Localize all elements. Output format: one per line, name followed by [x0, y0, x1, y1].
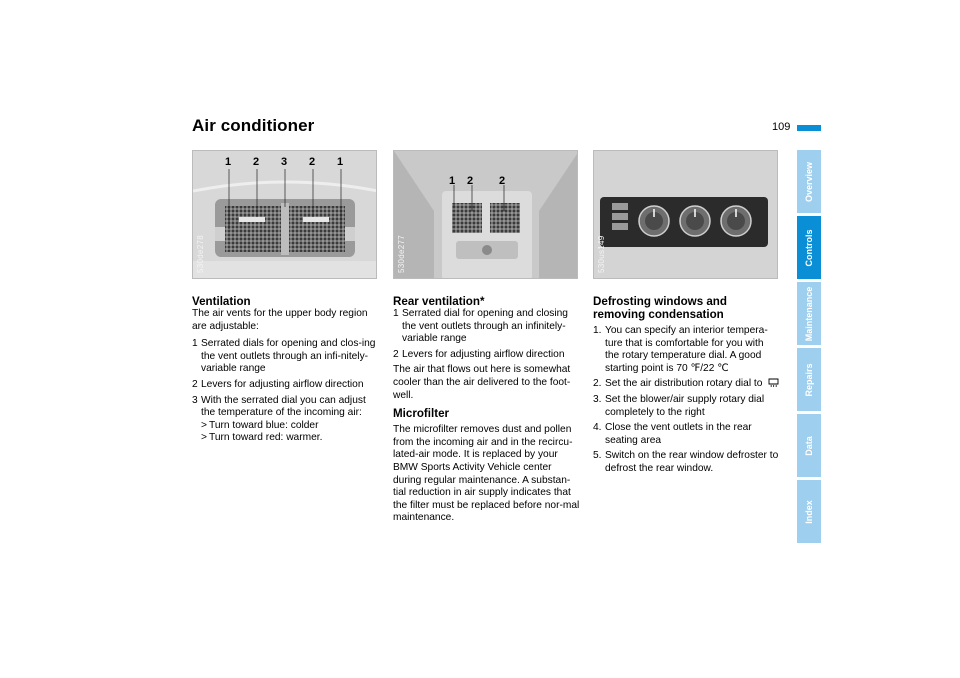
bullet-text: Turn toward blue: colder: [209, 419, 319, 431]
tab-overview-label: Overview: [804, 161, 814, 202]
item-text: Serrated dial for opening and closing the vent outlets through an infinitely-variable range: [402, 308, 568, 345]
item-text: With the serrated dial you can adjust the temperature of the incoming air:: [201, 394, 366, 419]
rear-ventilation-heading: Rear ventilation*: [393, 295, 485, 308]
climate-panel-illustration: [594, 151, 778, 279]
item-number: 5.: [593, 450, 602, 462]
callout-rear-2b: 2: [499, 175, 506, 187]
list-item: [593, 422, 780, 447]
tab-repairs-label: Repairs: [804, 362, 814, 397]
rear-defrost-icon: [768, 378, 779, 387]
bullet-warmer: [201, 432, 379, 445]
list-item: [593, 394, 780, 419]
rear-ventilation-body: The air that flows out here is somewhat cooler than the air delivered to the foot-well.: [393, 364, 571, 401]
figure-code: 530de278: [196, 235, 205, 273]
tab-repairs[interactable]: [797, 348, 821, 411]
page-title: Air conditioner: [192, 116, 315, 135]
column-defrost: [593, 295, 780, 479]
item-number: 1.: [593, 325, 602, 336]
item-text: Levers for adjusting airflow direction: [402, 348, 565, 360]
item-number: 2: [393, 348, 399, 360]
list-item: [593, 450, 780, 475]
item-text: Levers for adjusting airflow direction: [201, 378, 364, 390]
item-number: 3: [192, 394, 198, 406]
bullet-colder: [201, 420, 379, 433]
bullet-marker: >: [201, 419, 207, 431]
tab-index-label: Index: [804, 499, 814, 524]
callout-1b: 1: [337, 156, 344, 168]
item-text: You can specify an interior tempera-ture that is comfortable for you with the rotary temperature dial. A good starting point is 70 ℉/22 ℃: [605, 325, 768, 374]
bullet-text: Turn toward red: warmer.: [209, 432, 323, 444]
item-text: Serrated dials for opening and clos-ing the vent outlets through an infi-nitely-variable range: [201, 338, 376, 375]
item-text: Close the vent outlets in the rear seating area: [605, 422, 752, 446]
microfilter-body: The microfilter removes dust and pollen from the incoming air and in the recircu-lated-air mode. It is replaced by your BMW Sports Activity Vehicle center during regular maintenance. A substan-tial reduction in air supply indicates that the filter must be replaced before nor-mal maintenance.: [393, 424, 580, 524]
item-number: 2.: [593, 378, 602, 390]
item-number: 2: [192, 378, 198, 390]
figure-code: 530de277: [397, 235, 406, 273]
tab-data-label: Data: [804, 435, 814, 456]
figure-climate-panel: [593, 150, 778, 279]
column-ventilation: [192, 295, 379, 448]
ventilation-intro: The air vents for the upper body region are adjustable:: [192, 308, 368, 332]
bullet-marker: >: [201, 432, 207, 444]
figure-dash-vents: [192, 150, 377, 279]
figure-rear-vents: [393, 150, 578, 279]
tab-overview[interactable]: [797, 150, 821, 213]
defrost-list: [593, 325, 780, 476]
tab-index[interactable]: [797, 480, 821, 543]
tab-controls-label: Controls: [804, 229, 814, 266]
rear-vents-illustration: [394, 151, 578, 279]
list-item: [593, 378, 780, 391]
page-marker: [797, 125, 821, 131]
item-text: Set the blower/air supply rotary dial completely to the right: [605, 393, 765, 418]
item-number: 1: [393, 308, 399, 319]
tab-maintenance[interactable]: [797, 282, 821, 345]
item-number: 3.: [593, 393, 602, 405]
callout-2b: 2: [309, 156, 316, 168]
list-item: [593, 325, 780, 375]
callout-rear-2: 2: [467, 175, 474, 187]
ventilation-heading: Ventilation: [192, 295, 251, 308]
microfilter-heading: Microfilter: [393, 407, 450, 421]
rear-ventilation-list: [393, 308, 580, 361]
page-number: 109: [772, 121, 791, 133]
tab-controls[interactable]: [797, 216, 821, 279]
callout-rear-1: 1: [449, 175, 456, 187]
tab-maintenance-label: Maintenance: [804, 286, 814, 341]
tab-data[interactable]: [797, 414, 821, 477]
list-item: [192, 338, 379, 376]
dash-vents-illustration: [193, 151, 377, 279]
item-text: Set the air distribution rotary dial to: [605, 378, 763, 390]
list-item: [393, 308, 580, 346]
list-item: [192, 379, 379, 392]
ventilation-list: [192, 338, 379, 445]
defrost-heading: Defrosting windows and removing condensation: [593, 295, 727, 321]
list-item: [393, 349, 580, 362]
column-rear-ventilation: [393, 295, 580, 530]
figure-code: 530us149: [597, 235, 606, 273]
callout-2: 2: [253, 156, 260, 168]
item-text: Switch on the rear window defroster to defrost the rear window.: [605, 450, 779, 474]
item-number: 1: [192, 338, 198, 350]
callout-3: 3: [281, 156, 288, 168]
list-item: [192, 395, 379, 445]
item-number: 4.: [593, 422, 602, 434]
callout-1: 1: [225, 156, 232, 168]
